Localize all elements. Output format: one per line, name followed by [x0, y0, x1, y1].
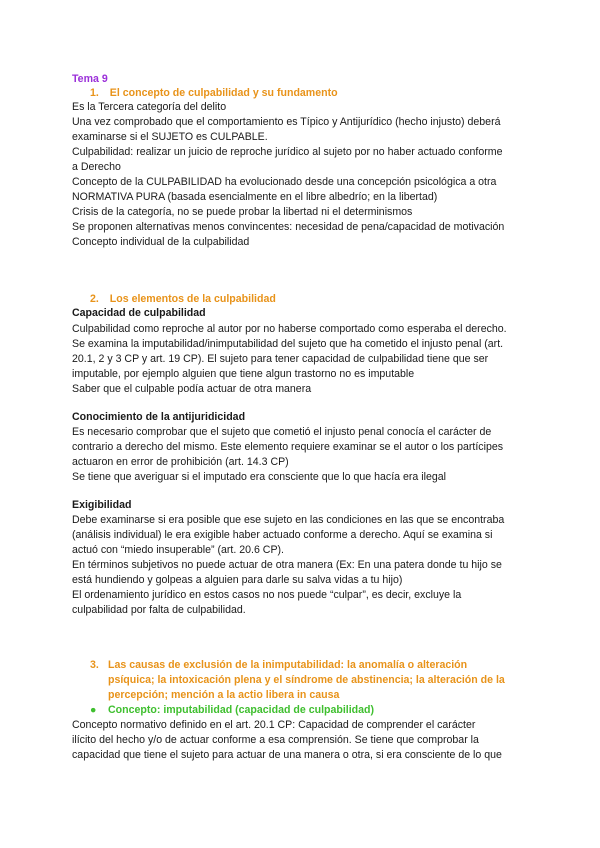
exigibilidad-line: Debe examinarse si era posible que ese sujeto en las condiciones en las que se encontraba — [72, 514, 505, 526]
section-3-bullet: Concepto: imputabilidad (capacidad de culpabilidad) — [108, 704, 375, 716]
section-1-line: Se proponen alternativas menos convincentes: necesidad de pena/capacidad de motivación — [72, 221, 505, 233]
conocimiento-line: Es necesario comprobar que el sujeto que cometió el injusto penal conocía el carácter de — [72, 426, 492, 438]
section-1-line: Una vez comprobado que el comportamiento es Típico y Antijurídico (hecho injusto) deberá — [72, 116, 501, 128]
conocimiento-line: Se tiene que averiguar si el imputado era consciente que lo que hacía era ilegal — [72, 471, 446, 483]
section-1-line: examinarse si el SUJETO es CULPABLE. — [72, 131, 268, 143]
capacidad-title: Capacidad de culpabilidad — [72, 307, 206, 319]
exigibilidad-title: Exigibilidad — [72, 499, 132, 511]
conocimiento-title: Conocimiento de la antijuridicidad — [72, 411, 246, 423]
section-1-line: a Derecho — [72, 161, 121, 173]
capacidad-line: Saber que el culpable podía actuar de otra manera — [72, 383, 312, 395]
section-3-heading-line: percepción; mención a la actio libera in causa — [108, 689, 340, 701]
capacidad-line: imputable, por ejemplo alguien que tiene algun trastorno no es imputable — [72, 368, 415, 380]
section-2-heading — [90, 292, 276, 306]
section-3-number: 3. — [90, 659, 99, 671]
section-3-heading-line: Las causas de exclusión de la inimputabilidad: la anomalía o alteración — [108, 659, 468, 671]
topic-label: Tema 9 — [72, 73, 108, 85]
exigibilidad-line: En términos subjetivos no puede actuar de otra manera (Ex: En una patera donde tu hijo se — [72, 559, 502, 571]
section-1-line: Culpabilidad: realizar un juicio de reproche jurídico al sujeto por no haber actuado conforme — [72, 146, 503, 158]
section-1-line: Concepto de la CULPABILIDAD ha evolucionado desde una concepción psicológica a otra — [72, 176, 497, 188]
bullet-icon: ● — [90, 704, 97, 716]
section-1-line: NORMATIVA PURA (basada esencialmente en el libre albedrío; en la libertad) — [72, 191, 438, 203]
capacidad-line: 20.1, 2 y 3 CP y art. 19 CP). El sujeto para tener capacidad de culpabilidad tiene que ser — [72, 353, 489, 365]
exigibilidad-line: culpabilidad por falta de culpabilidad. — [72, 604, 246, 616]
capacidad-line: Culpabilidad como reproche al autor por no haberse comportado como esperaba el derecho. — [72, 323, 507, 335]
section-2-title: Los elementos de la culpabilidad — [109, 293, 276, 305]
section-1-number: 1. — [90, 87, 99, 99]
capacidad-line: Se examina la imputabilidad/inimputabilidad del sujeto que ha cometido el injusto penal (art. — [72, 338, 504, 350]
exigibilidad-line: actuó con “miedo insuperable” (art. 20.6 CP). — [72, 544, 284, 556]
exigibilidad-line: está hundiendo y golpeas a alguien para darle su salva vidas a tu hijo) — [72, 574, 403, 586]
section-1-line: Crisis de la categoría, no se puede probar la libertad ni el determinismos — [72, 206, 413, 218]
section-3-line: ilícito del hecho y/o de actuar conforme a esa comprensión. Se tiene que comprobar la — [72, 734, 479, 746]
exigibilidad-line: El ordenamiento jurídico en estos casos no nos puede “culpar”, es decir, excluye la — [72, 589, 462, 601]
section-3-heading-line: psíquica; la intoxicación plena y el síndrome de abstinencia; la alteración de la — [108, 674, 505, 686]
conocimiento-line: actuaron en error de prohibición (art. 14.3 CP) — [72, 456, 289, 468]
conocimiento-line: contrario a derecho del mismo. Este elemento requiere examinar se el autor o los partícipes — [72, 441, 504, 453]
section-3-line: capacidad que tiene el sujeto para actuar de una manera o otra, si era consciente de lo que — [72, 749, 502, 761]
section-1-heading — [90, 86, 338, 100]
section-1-line: Es la Tercera categoría del delito — [72, 101, 227, 113]
section-1-title: El concepto de culpabilidad y su fundamento — [109, 87, 338, 99]
exigibilidad-line: (análisis individual) le era exigible haber actuado conforme a derecho. Aquí se examina si — [72, 529, 493, 541]
section-1-line: Concepto individual de la culpabilidad — [72, 236, 250, 248]
section-2-number: 2. — [90, 293, 99, 305]
section-3-line: Concepto normativo definido en el art. 20.1 CP: Capacidad de comprender el carácter — [72, 719, 476, 731]
